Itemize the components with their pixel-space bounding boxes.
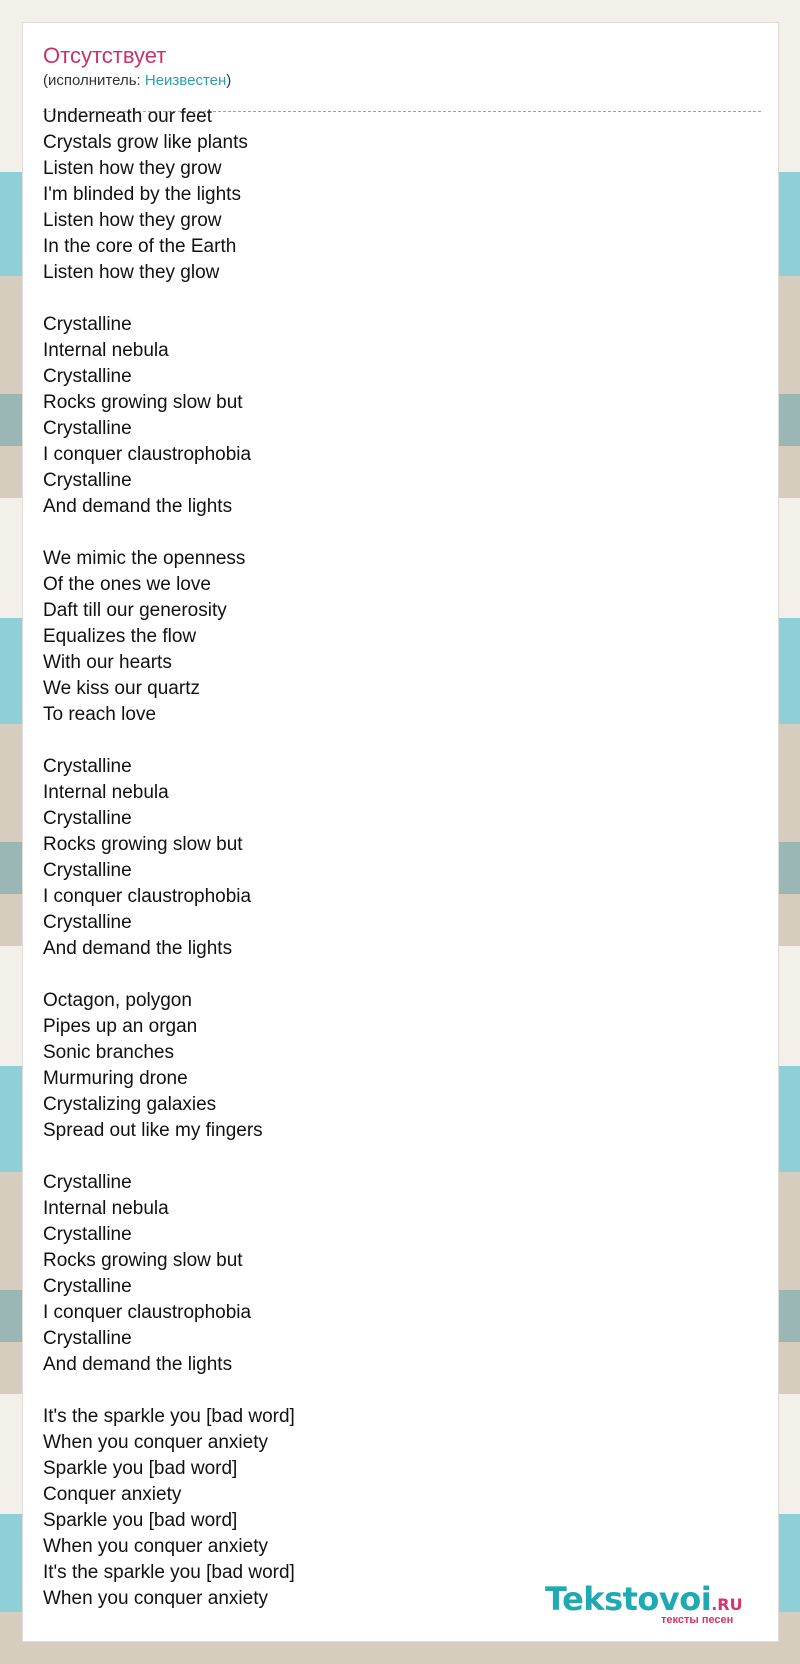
lyric-line: I conquer claustrophobia bbox=[43, 1302, 252, 1323]
lyric-line: Listen how they grow bbox=[43, 210, 222, 231]
lyric-line: Internal nebula bbox=[43, 782, 169, 803]
lyric-line: Crystalline bbox=[43, 860, 132, 881]
lyric-line: When you conquer anxiety bbox=[43, 1432, 268, 1453]
lyric-line: Of the ones we love bbox=[43, 574, 211, 595]
lyric-line: We kiss our quartz bbox=[43, 678, 200, 699]
lyric-line: When you conquer anxiety bbox=[43, 1588, 268, 1609]
stanza-break bbox=[43, 1144, 743, 1170]
lyric-line: Crystalline bbox=[43, 912, 132, 933]
lyric-line: Crystalline bbox=[43, 1172, 132, 1193]
lyric-line: It's the sparkle you [bad word] bbox=[43, 1562, 295, 1583]
stanza-break bbox=[43, 520, 743, 546]
lyric-line: Crystalline bbox=[43, 1328, 132, 1349]
lyric-line: Crystalline bbox=[43, 808, 132, 829]
stanza-break bbox=[43, 962, 743, 988]
lyric-line: And demand the lights bbox=[43, 496, 233, 517]
artist-line bbox=[43, 71, 231, 91]
lyric-line: Crystalline bbox=[43, 418, 132, 439]
lyric-line: Spread out like my fingers bbox=[43, 1120, 263, 1141]
lyric-line: Crystalizing galaxies bbox=[43, 1094, 217, 1115]
lyric-line: We mimic the openness bbox=[43, 548, 246, 569]
lyric-line: I conquer claustrophobia bbox=[43, 444, 252, 465]
lyric-line: Sonic branches bbox=[43, 1042, 174, 1063]
artist-prefix: (исполнитель: bbox=[43, 72, 145, 89]
lyric-line: Murmuring drone bbox=[43, 1068, 188, 1089]
lyric-line: Underneath our feet bbox=[43, 106, 213, 127]
artist-suffix: ) bbox=[226, 72, 232, 89]
lyric-line: I'm blinded by the lights bbox=[43, 184, 241, 205]
lyric-line: Crystalline bbox=[43, 314, 132, 335]
lyric-line: Pipes up an organ bbox=[43, 1016, 198, 1037]
lyric-line: Rocks growing slow but bbox=[43, 392, 243, 413]
lyric-line: With our hearts bbox=[43, 652, 172, 673]
site-logo[interactable] bbox=[545, 1580, 773, 1628]
stanza-break bbox=[43, 728, 743, 754]
lyric-line: In the core of the Earth bbox=[43, 236, 237, 257]
song-title: Отсутствует bbox=[43, 43, 167, 68]
lyrics-text bbox=[43, 104, 743, 1612]
logo-tagline: тексты песен bbox=[661, 1614, 734, 1626]
lyrics-card bbox=[22, 22, 779, 1642]
lyric-line: And demand the lights bbox=[43, 1354, 233, 1375]
logo-suffix: .RU bbox=[711, 1595, 743, 1614]
artist-link[interactable]: Неизвестен bbox=[144, 72, 227, 89]
lyric-line: I conquer claustrophobia bbox=[43, 886, 252, 907]
lyric-line: Equalizes the flow bbox=[43, 626, 197, 647]
lyric-line: And demand the lights bbox=[43, 938, 233, 959]
logo-main-text: Tekstovoi bbox=[545, 1580, 712, 1618]
lyric-line: Listen how they glow bbox=[43, 262, 220, 283]
lyric-line: Crystalline bbox=[43, 756, 132, 777]
lyric-line: Crystals grow like plants bbox=[43, 132, 248, 153]
lyric-line: Sparkle you [bad word] bbox=[43, 1458, 238, 1479]
lyric-line: Listen how they grow bbox=[43, 158, 222, 179]
lyric-line: Crystalline bbox=[43, 1224, 132, 1245]
lyric-line: Rocks growing slow but bbox=[43, 1250, 243, 1271]
lyric-line: Conquer anxiety bbox=[43, 1484, 182, 1505]
lyric-line: When you conquer anxiety bbox=[43, 1536, 268, 1557]
lyric-line: Internal nebula bbox=[43, 1198, 169, 1219]
lyric-line: To reach love bbox=[43, 704, 157, 725]
lyric-line: Internal nebula bbox=[43, 340, 169, 361]
lyric-line: It's the sparkle you [bad word] bbox=[43, 1406, 295, 1427]
lyric-line: Octagon, polygon bbox=[43, 990, 192, 1011]
lyric-line: Crystalline bbox=[43, 470, 132, 491]
lyric-line: Sparkle you [bad word] bbox=[43, 1510, 238, 1531]
stanza-break bbox=[43, 1378, 743, 1404]
lyric-line: Daft till our generosity bbox=[43, 600, 227, 621]
lyric-line: Crystalline bbox=[43, 1276, 132, 1297]
lyric-line: Crystalline bbox=[43, 366, 132, 387]
stanza-break bbox=[43, 286, 743, 312]
lyric-line: Rocks growing slow but bbox=[43, 834, 243, 855]
